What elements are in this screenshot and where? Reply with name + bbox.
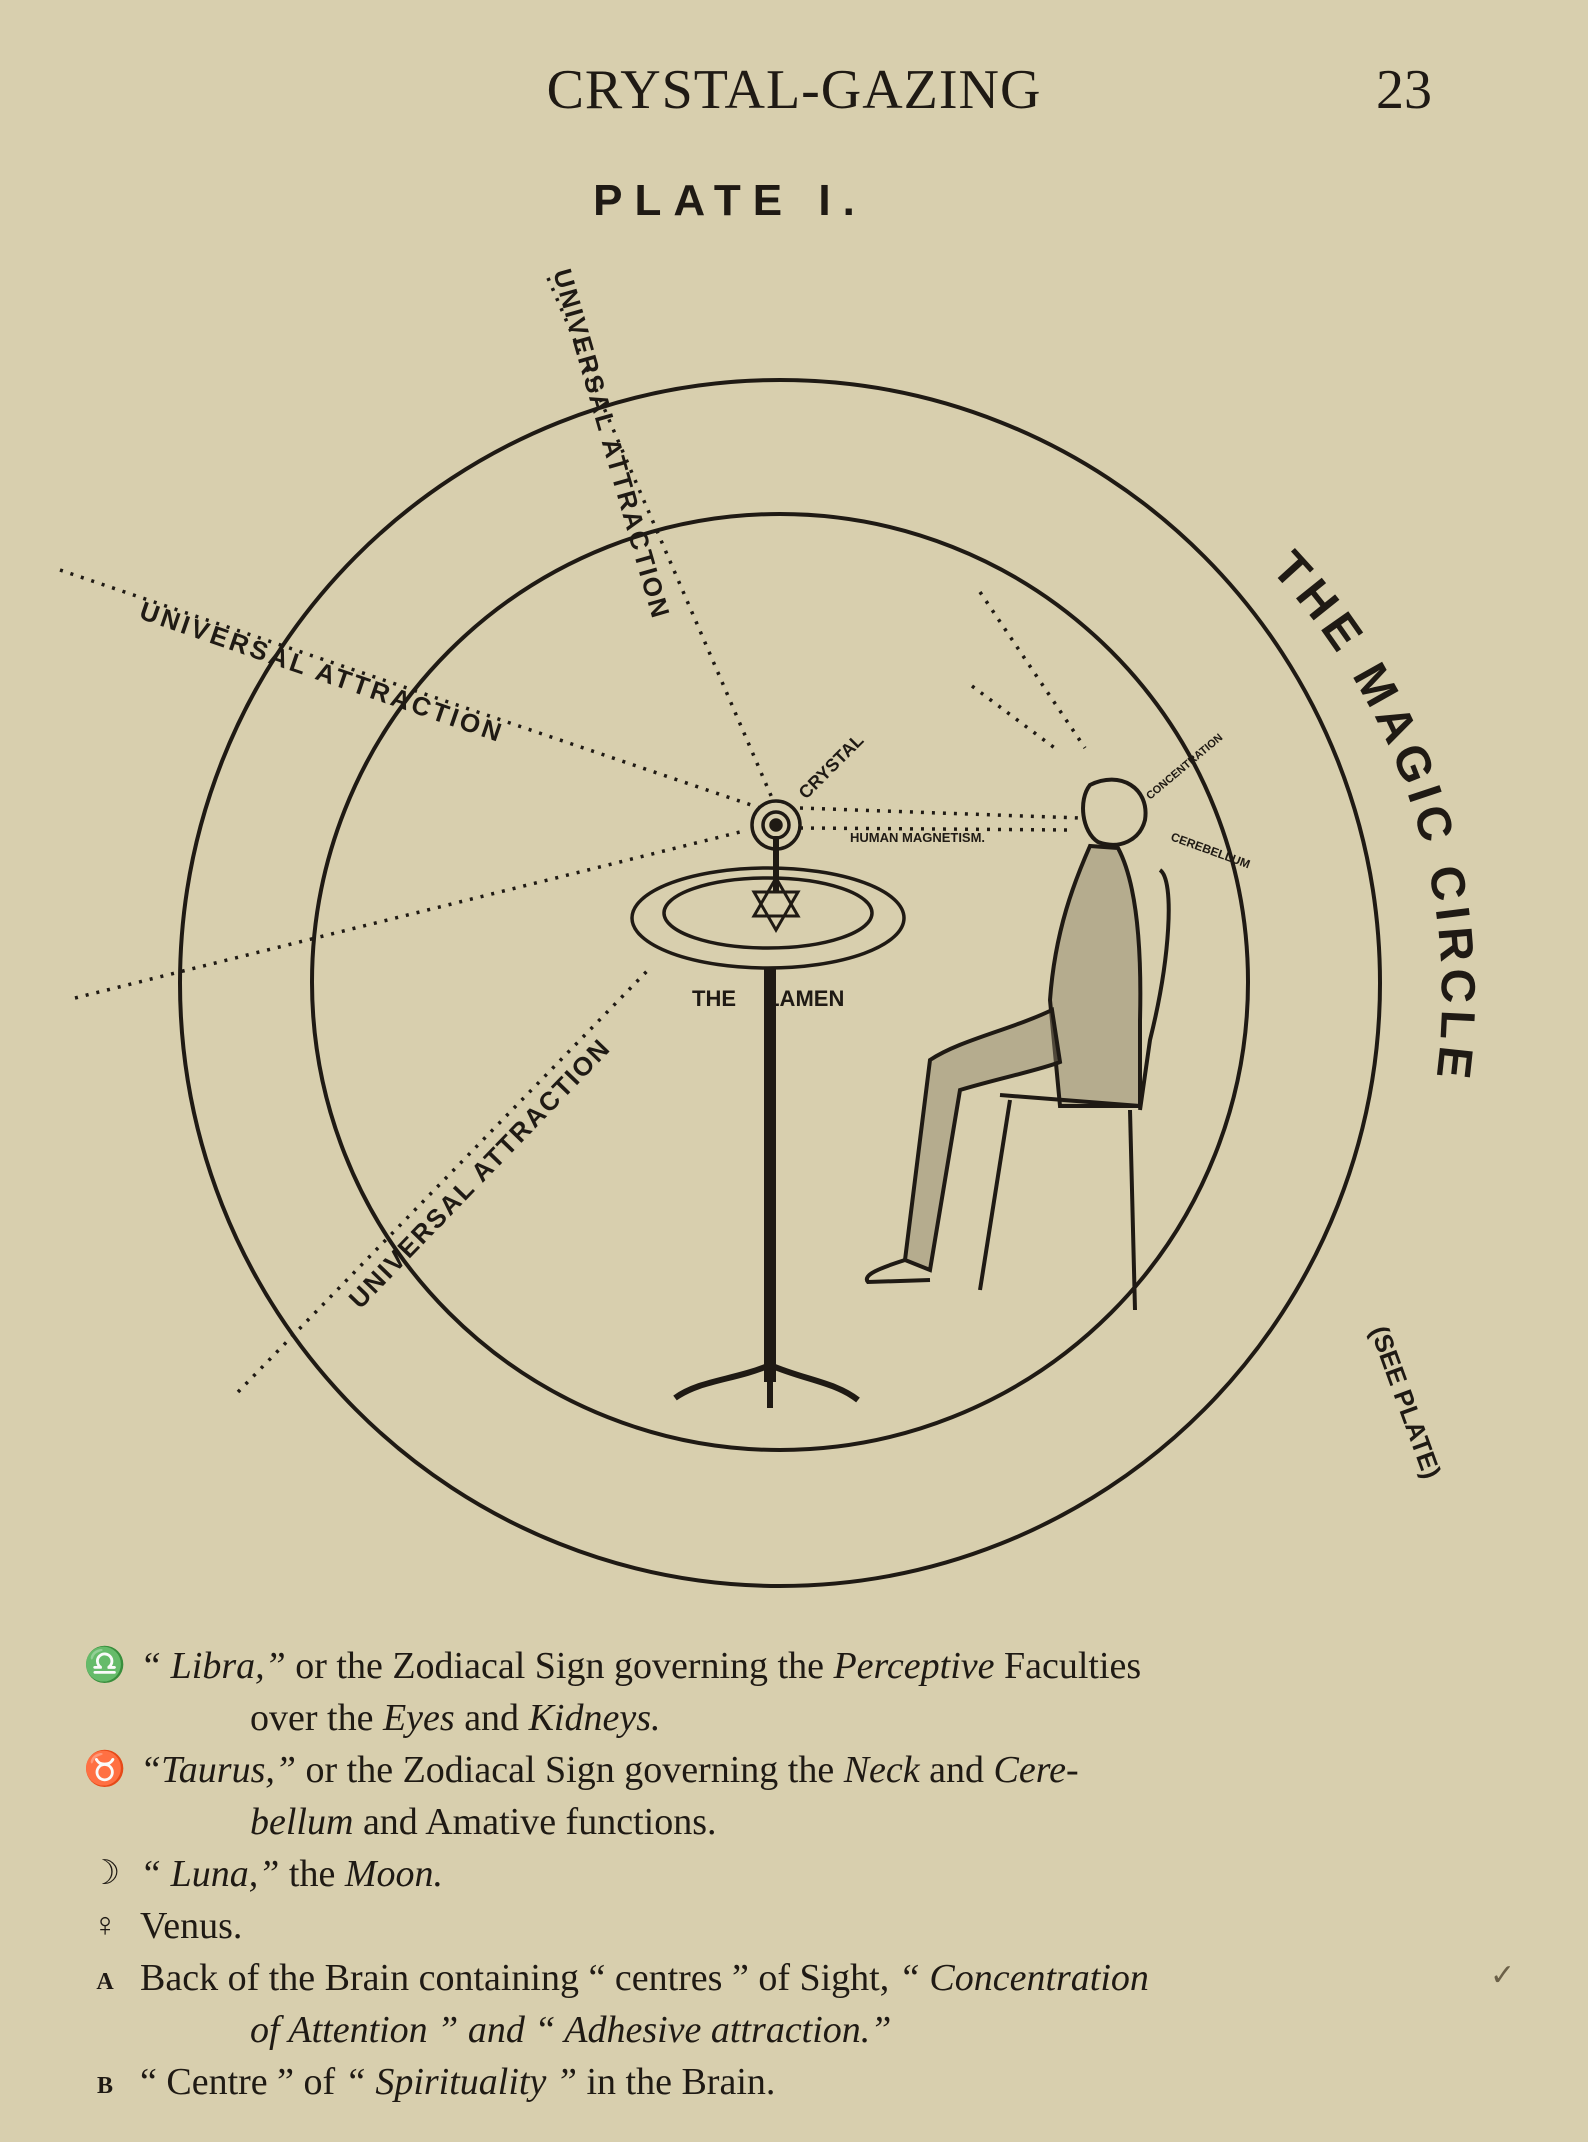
- label-concentration: CONCENTRATION: [1144, 731, 1226, 803]
- libra-perceptive: Perceptive: [833, 1645, 995, 1687]
- lamen-triangle-down: [754, 892, 798, 930]
- taurus-rest: and Amative functions.: [362, 1801, 717, 1843]
- coat-torso: [1050, 846, 1140, 1106]
- a-line2: of Attention ” and “ Adhesive attraction.”: [250, 2009, 892, 2051]
- taurus-and: and: [929, 1749, 985, 1791]
- libra-over: over the: [250, 1697, 374, 1739]
- table-top-inner: [664, 878, 872, 948]
- label-see-plate: (SEE PLATE): [1364, 1321, 1448, 1483]
- legend-a: [80, 1952, 1440, 2056]
- plate-title: PLATE I.: [593, 176, 867, 225]
- margin-check-mark: ✓: [1490, 1959, 1516, 1992]
- ray-lower-left: [238, 968, 650, 1392]
- label-universal-attraction-bottom: UNIVERSAL ATTRACTION: [342, 1032, 617, 1315]
- crystal-sphere-core: [771, 820, 781, 830]
- chair-leg-front: [980, 1100, 1010, 1290]
- chair-back: [1140, 870, 1169, 1110]
- ray-vertical-2: [972, 686, 1060, 752]
- legend: [80, 1640, 1440, 2108]
- libra-faculties: Faculties: [1004, 1645, 1142, 1687]
- libra-name: “ Libra,”: [140, 1645, 286, 1687]
- b-text2: in the Brain.: [586, 2061, 776, 2103]
- taurus-name: “Taurus,”: [140, 1749, 296, 1791]
- a-text: Back of the Brain containing “ centres ” of Sight,: [140, 1957, 890, 1999]
- label-universal-attraction-top: UNIVERSAL ATTRACTION: [547, 265, 677, 623]
- venus-text: Venus.: [140, 1905, 243, 1947]
- luna-name: “ Luna,”: [140, 1853, 280, 1895]
- circles: [180, 380, 1380, 1586]
- taurus-neck: Neck: [843, 1749, 920, 1791]
- taurus-cere: Cere-: [993, 1749, 1079, 1791]
- legend-b: [80, 2056, 1440, 2108]
- ray-left: [75, 832, 740, 998]
- legend-taurus: [80, 1744, 1440, 1848]
- page-number: 23: [1376, 59, 1432, 121]
- table-foot-left: [675, 1365, 770, 1398]
- moon-symbol: ☽: [89, 1855, 121, 1892]
- libra-text: or the Zodiacal Sign governing the: [295, 1645, 824, 1687]
- luna-the: the: [288, 1853, 336, 1895]
- taurus-text: or the Zodiacal Sign governing the: [305, 1749, 835, 1791]
- label-human-magnetism: HUMAN MAGNETISM.: [850, 830, 986, 845]
- libra-symbol: ♎: [83, 1647, 127, 1684]
- venus-symbol: ♀: [92, 1907, 118, 1944]
- magic-circle-diagram: [0, 240, 1588, 1600]
- label-crystal: CRYSTAL: [794, 729, 868, 803]
- label-the-lamen: THE LAMEN: [692, 986, 845, 1011]
- b-text: “ Centre ” of: [140, 2061, 336, 2103]
- libra-and: and: [464, 1697, 520, 1739]
- taurus-symbol: ♉: [83, 1751, 127, 1788]
- ray-eye: [800, 808, 1080, 818]
- label-b: B: [96, 2073, 113, 2099]
- legend-luna: [80, 1848, 1440, 1900]
- libra-kidneys: Kidneys.: [528, 1697, 661, 1739]
- libra-eyes: Eyes: [382, 1697, 455, 1739]
- label-magic-circle: THE MAGIC CIRCLE: [1261, 541, 1485, 1088]
- outer-circle: [180, 380, 1380, 1586]
- table-foot-right: [770, 1365, 858, 1400]
- b-spirituality: “ Spirituality ”: [344, 2061, 577, 2103]
- head: [1083, 780, 1146, 845]
- a-concentration: “ Concentration: [898, 1957, 1149, 1999]
- label-universal-attraction-left: UNIVERSAL ATTRACTION: [136, 595, 509, 749]
- legs: [905, 1010, 1060, 1270]
- luna-moon: Moon.: [344, 1853, 443, 1895]
- taurus-bellum: bellum: [250, 1801, 354, 1843]
- seated-figure: [867, 780, 1169, 1310]
- chair-leg-back: [1130, 1110, 1135, 1310]
- running-head-title: CRYSTAL-GAZING: [546, 59, 1042, 121]
- legend-venus: [80, 1900, 1440, 1952]
- legend-libra: [80, 1640, 1440, 1744]
- diagram-labels: [136, 265, 1484, 1482]
- table-with-crystal: [632, 801, 904, 1408]
- label-cerebellum: CEREBELLUM: [1168, 829, 1253, 872]
- label-a: A: [96, 1969, 114, 1995]
